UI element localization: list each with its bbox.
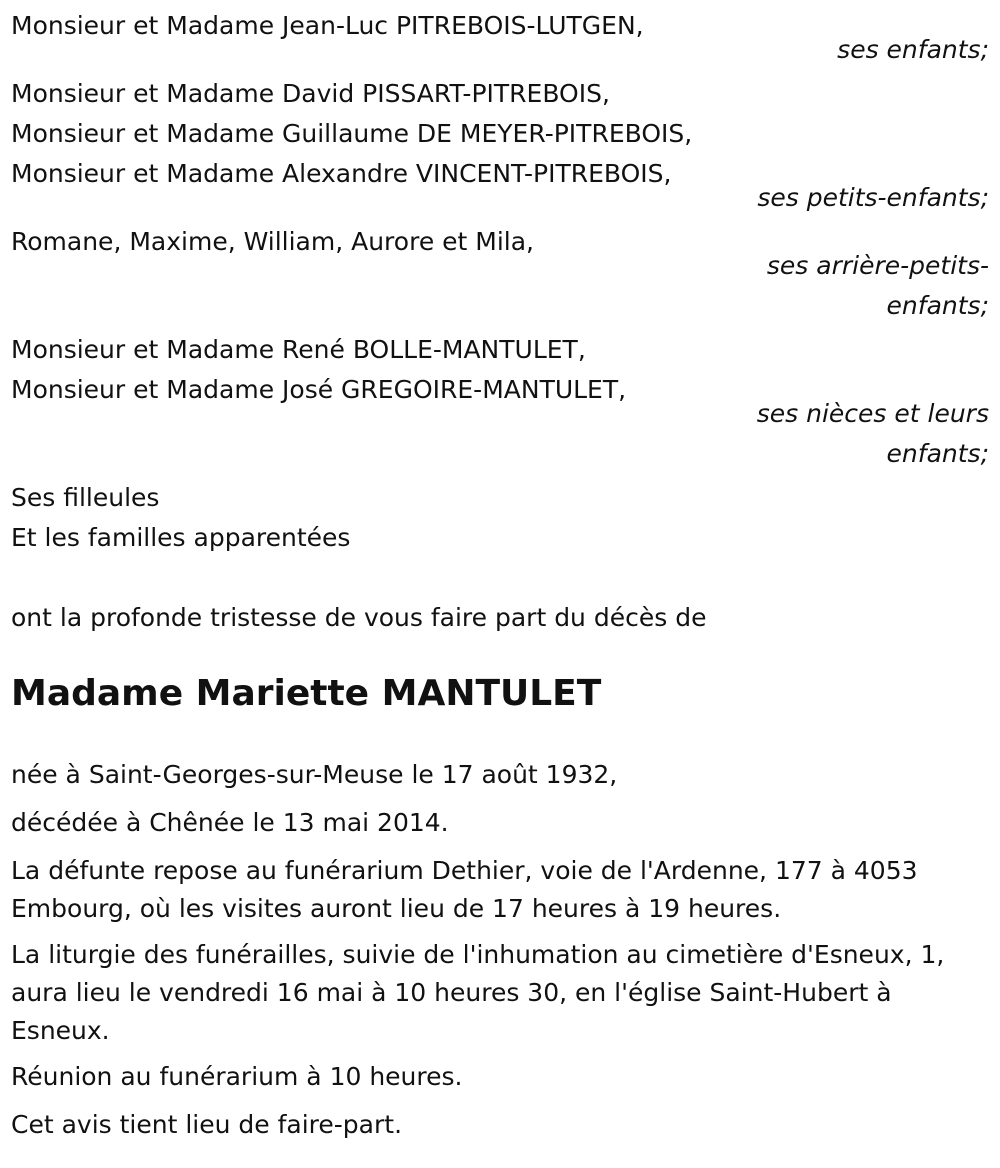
family-line: Monsieur et Madame David PISSART-PITREBOIS, [11, 79, 610, 108]
family-line: Monsieur et Madame Guillaume DE MEYER-PITREBOIS, [11, 119, 693, 148]
funeral-info: La liturgie des funérailles, suivie de l'inhumation au cimetière d'Esneux, 1, aura lieu le vendredi 16 mai à 10 heures 30, en l'église Saint-Hubert à Esneux. [11, 940, 945, 1045]
grandchildren-group [11, 74, 989, 218]
relation-label: ses enfants; [837, 35, 989, 64]
family-line: Monsieur et Madame René BOLLE-MANTULET, [11, 335, 586, 364]
death-notice [11, 6, 989, 1154]
nieces-group [11, 330, 989, 474]
great-grandchildren-group [11, 222, 989, 326]
birth-info: née à Saint-Georges-sur-Meuse le 17 août 1932, [11, 760, 618, 789]
relation-label: ses petits-enfants; [757, 183, 989, 212]
visitation-info: La défunte repose au funérarium Dethier, voie de l'Ardenne, 177 à 4053 Embourg, où les visites auront lieu de 17 heures à 19 heures. [11, 856, 918, 923]
family-line: Monsieur et Madame Jean-Luc PITREBOIS-LUTGEN, [11, 11, 644, 40]
relation-label: ses arrière-petits-enfants; [766, 251, 989, 320]
reunion-info: Réunion au funérarium à 10 heures. [11, 1062, 463, 1091]
announcement-text: ont la profonde tristesse de vous faire part du décès de [11, 603, 707, 632]
death-info: décédée à Chênée le 13 mai 2014. [11, 808, 449, 837]
family-line: Ses filleules [11, 483, 160, 512]
others-group [11, 478, 989, 558]
relation-label: ses nièces et leurs enfants; [756, 399, 989, 468]
deceased-name: Madame Mariette MANTULET [11, 673, 602, 714]
children-group [11, 6, 989, 70]
family-line: Et les familles apparentées [11, 523, 351, 552]
family-line: Monsieur et Madame José GREGOIRE-MANTULET, [11, 375, 627, 404]
family-line: Monsieur et Madame Alexandre VINCENT-PITREBOIS, [11, 159, 672, 188]
notice-info: Cet avis tient lieu de faire-part. [11, 1110, 403, 1139]
family-line: Romane, Maxime, William, Aurore et Mila, [11, 227, 534, 256]
